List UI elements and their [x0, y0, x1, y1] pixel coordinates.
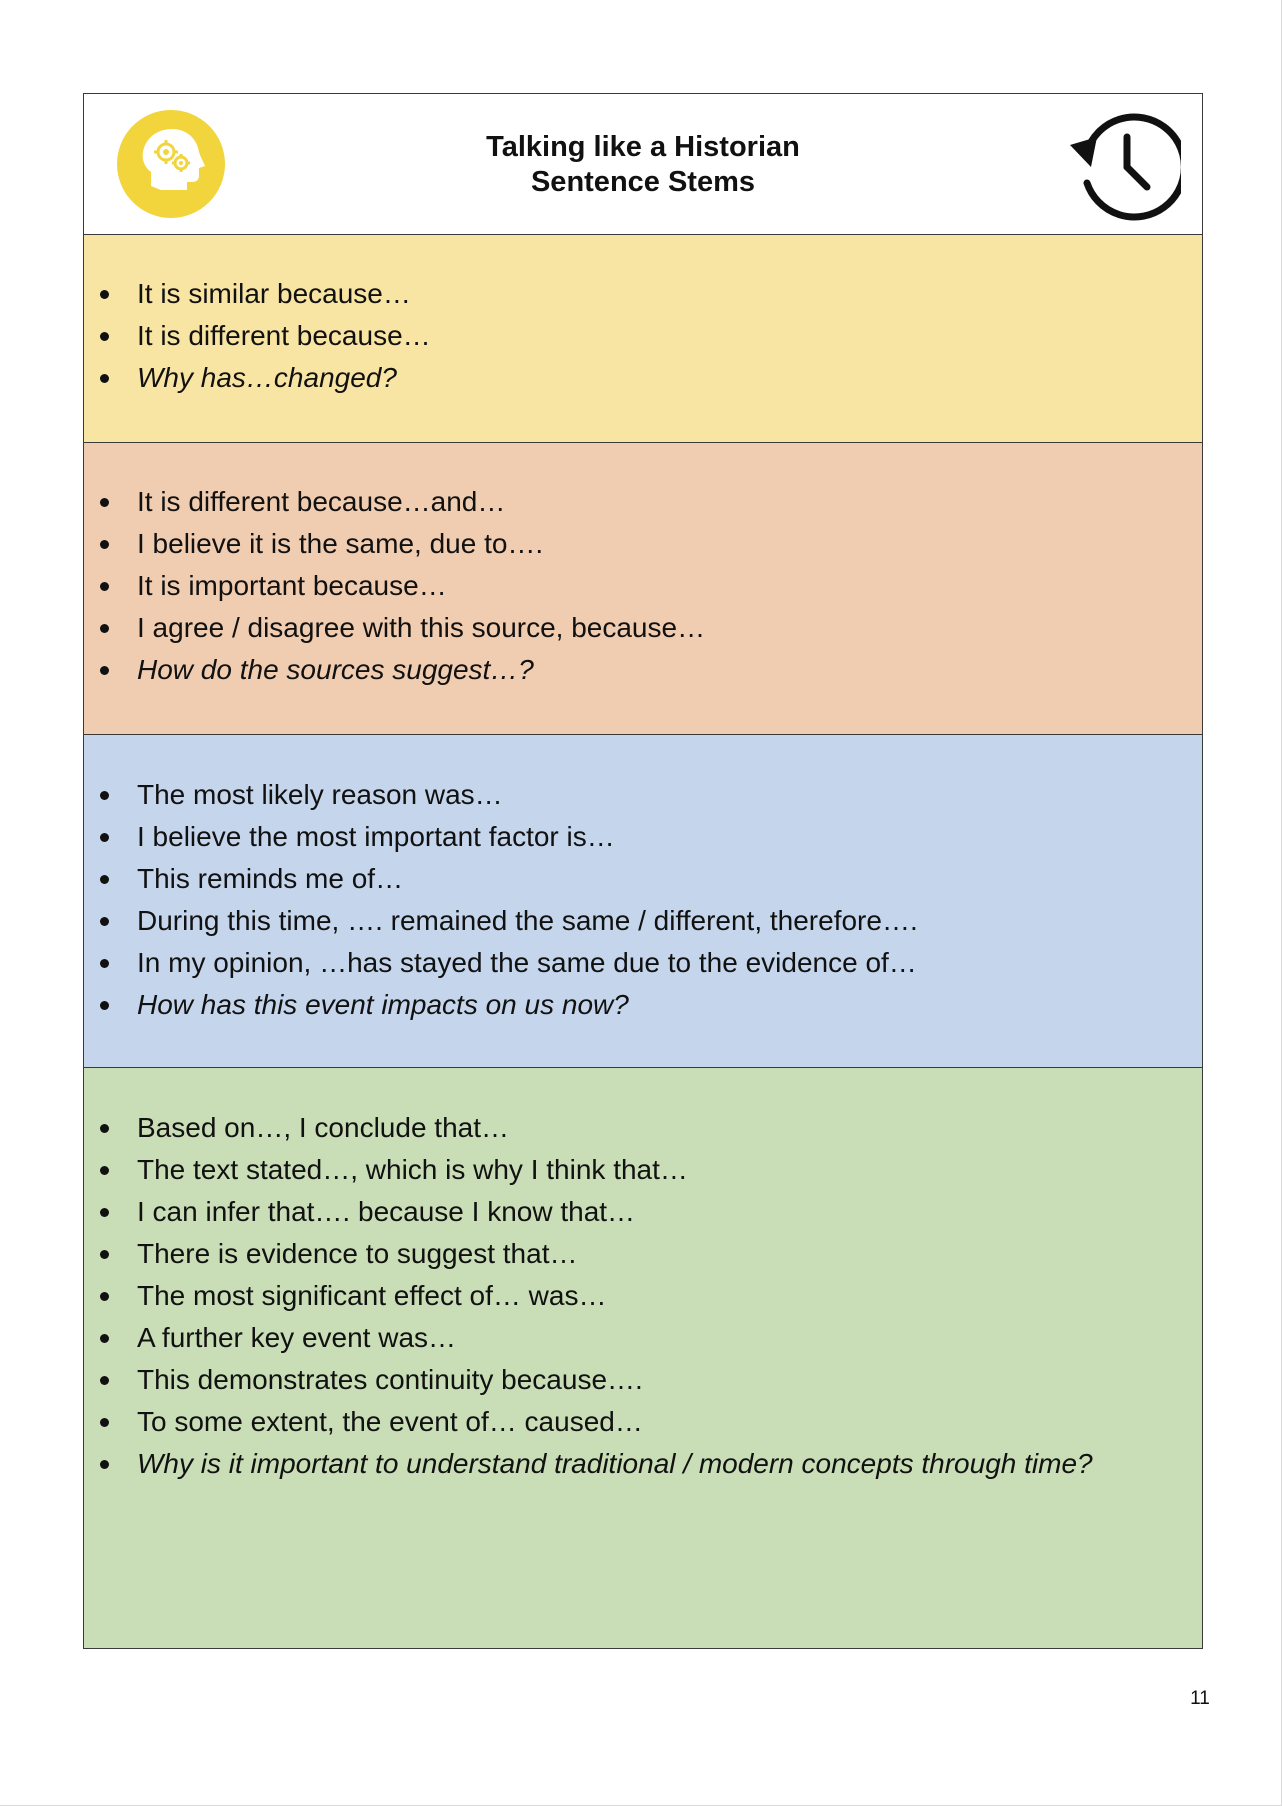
stem-item: It is different because… [84, 315, 1202, 357]
bullet-icon [100, 959, 109, 968]
bullet-icon [100, 875, 109, 884]
stem-item: In my opinion, …has stayed the same due to the evidence of… [84, 942, 1202, 984]
card-header [84, 94, 1202, 235]
stem-list [84, 481, 1202, 691]
stem-question: How has this event impacts on us now? [84, 984, 1202, 1026]
bullet-icon [100, 1418, 109, 1427]
stem-item: The text stated…, which is why I think that… [84, 1149, 1202, 1191]
stem-list [84, 1107, 1202, 1485]
bullet-icon [100, 374, 109, 383]
bullet-icon [100, 1292, 109, 1301]
stem-item: It is similar because… [84, 273, 1202, 315]
stem-item: A further key event was… [84, 1317, 1202, 1359]
page-number: 11 [1190, 1688, 1210, 1709]
bullet-icon [100, 290, 109, 299]
stem-item: During this time, …. remained the same / different, therefore…. [84, 900, 1202, 942]
bullet-icon [100, 1334, 109, 1343]
stem-item: I can infer that…. because I know that… [84, 1191, 1202, 1233]
stem-list [84, 774, 1202, 1026]
bullet-icon [100, 1376, 109, 1385]
stem-question: How do the sources suggest…? [84, 649, 1202, 691]
sentence-stems-card [83, 93, 1203, 1649]
bullet-icon [100, 791, 109, 800]
stem-item: Based on…, I conclude that… [84, 1107, 1202, 1149]
stem-question: Why has…changed? [84, 357, 1202, 399]
page-title [84, 130, 1202, 200]
bullet-icon [100, 332, 109, 341]
stem-list [84, 273, 1202, 399]
stem-item: To some extent, the event of… caused… [84, 1401, 1202, 1443]
title-line-2: Sentence Stems [530, 166, 756, 198]
stem-item: This reminds me of… [84, 858, 1202, 900]
section-sources [84, 443, 1202, 735]
bullet-icon [100, 1460, 109, 1469]
stem-item: I believe it is the same, due to…. [84, 523, 1202, 565]
stem-item: It is different because…and… [84, 481, 1202, 523]
bullet-icon [100, 624, 109, 633]
title-line-1: Talking like a Historian [486, 131, 800, 163]
bullet-icon [100, 917, 109, 926]
stem-item: It is important because… [84, 565, 1202, 607]
stem-item: There is evidence to suggest that… [84, 1233, 1202, 1275]
bullet-icon [100, 582, 109, 591]
bullet-icon [100, 1124, 109, 1133]
stem-question: Why is it important to understand traditional / modern concepts through time? [84, 1443, 1202, 1485]
bullet-icon [100, 540, 109, 549]
bullet-icon [100, 498, 109, 507]
bullet-icon [100, 1250, 109, 1259]
section-reasoning [84, 735, 1202, 1068]
stem-item: The most significant effect of… was… [84, 1275, 1202, 1317]
stem-item: The most likely reason was… [84, 774, 1202, 816]
stem-item: I believe the most important factor is… [84, 816, 1202, 858]
stem-item: I agree / disagree with this source, because… [84, 607, 1202, 649]
bullet-icon [100, 666, 109, 675]
bullet-icon [100, 1001, 109, 1010]
bullet-icon [100, 1208, 109, 1217]
bullet-icon [100, 833, 109, 842]
section-similarity [84, 235, 1202, 443]
section-conclusions [84, 1068, 1202, 1648]
bullet-icon [100, 1166, 109, 1175]
stem-item: This demonstrates continuity because…. [84, 1359, 1202, 1401]
history-clock-icon [1059, 111, 1181, 221]
